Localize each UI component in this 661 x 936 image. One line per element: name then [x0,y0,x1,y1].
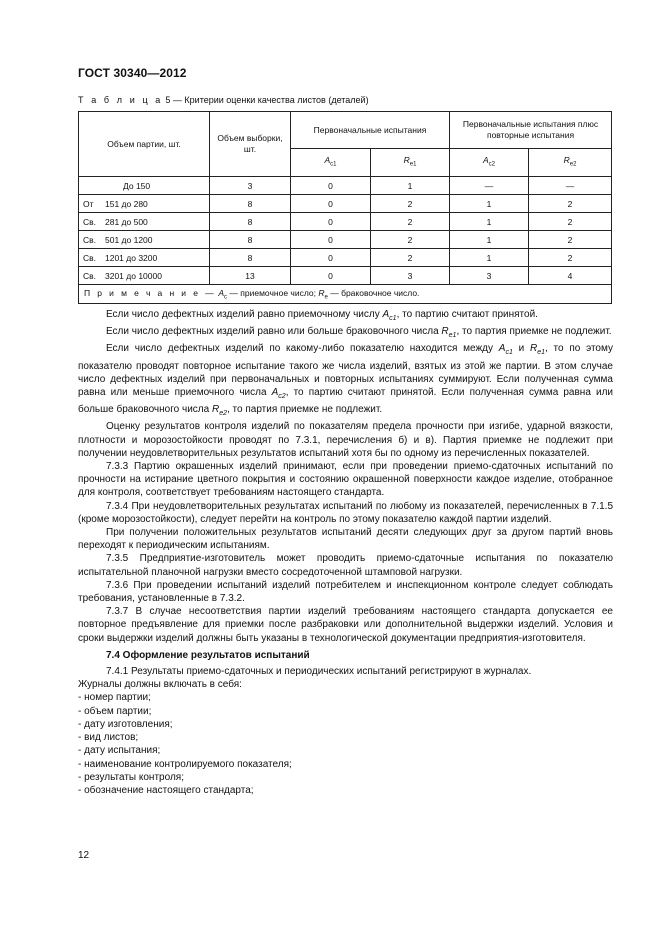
table-caption-label: Т а б л и ц а [78,95,163,105]
cell-sample: 8 [210,213,291,231]
clause-7-4-1: 7.4.1 Результаты приемо-сдаточных и периодических испытаний регистрируют в журналах. [106,666,532,678]
col-header-sample-volume: Объем выборки, шт. [210,112,291,177]
table-row [79,177,612,195]
table-row [79,231,612,249]
paragraph: Если число дефектных изделий равно или больше браковочного числа $R_{e1}$, то партия приемке не подлежит. [106,326,612,340]
paragraph: Журналы должны включать в себя: [78,679,242,691]
cell-ac2: 1 [450,249,529,267]
cell-ac2: 1 [450,213,529,231]
col-header-ac2: $A_{c2}$ [450,149,529,177]
col-header-re1: $R_{e1}$ [371,149,450,177]
section-heading: 7.4 Оформление результатов испытаний [106,649,310,661]
clause-7-3-5: 7.3.5 Предприятие-изготовитель может проводить приемо-сдаточные испытания по показателю испытательной планочной нагрузки вместо сосредоточенной штамповой нагрузки. [78,553,613,578]
cell-sample: 8 [210,231,291,249]
cell-party: Св. 1201 до 3200 [79,249,210,267]
cell-re2: 2 [529,195,612,213]
list-item: - вид листов; [78,732,139,744]
table-row [79,249,612,267]
list-item: - дату изготовления; [78,718,173,730]
table-row [79,267,612,285]
cell-sample: 13 [210,267,291,285]
table-caption [78,95,369,105]
clause-7-3-3: 7.3.3 Партию окрашенных изделий принимают, если при проведении приемо-сдаточных испытаний по прочности на истирание цветного покрытия и состоянию окрашенной поверхности каждое изделие, отобранное для контроля, соответствует требованиям настоящего стандарта. [78,461,613,499]
cell-ac1: 0 [291,213,371,231]
cell-re1: 2 [371,249,450,267]
cell-re1: 1 [371,177,450,195]
page-number: 12 [78,850,90,861]
cell-ac2: 1 [450,231,529,249]
cell-ac1: 0 [291,177,371,195]
list-item: - номер партии; [78,692,151,704]
cell-sample: 3 [210,177,291,195]
paragraph: При получении положительных результатов испытаний десяти следующих друг за другом партий вновь переходят к периодическим испытаниям. [78,527,613,552]
cell-ac1: 0 [291,267,371,285]
cell-ac2: 3 [450,267,529,285]
col-header-initial-plus-repeat: Первоначальные испытания плюс повторные испытания [450,112,612,149]
paragraph: Если число дефектных изделий равно приемочному числу $A_{c1}$, то партию считают принятой. [106,309,538,322]
cell-sample: 8 [210,249,291,267]
table-caption-title: 5 — Критерии оценки качества листов (деталей) [165,95,369,105]
document-body [78,308,613,797]
clause-7-3-7: 7.3.7 В случае несоответствия партии изделий требованиям настоящего стандарта допускается ее повторное предъявление для приемки после разбраковки или дополнительной выдержки изделий. Условия и сроки выдержки изделий должны быть указаны в технологической документации предприятия-изготовителя. [78,606,613,644]
cell-party: От 151 до 280 [79,195,210,213]
col-header-party-volume: Объем партии, шт. [79,112,210,177]
col-header-re2: $R_{e2}$ [529,149,612,177]
cell-ac1: 0 [291,195,371,213]
col-header-ac1: $A_{c1}$ [291,149,371,177]
cell-party: Св. 501 до 1200 [79,231,210,249]
cell-party: Св. 281 до 500 [79,213,210,231]
cell-ac1: 0 [291,249,371,267]
list-item: - дату испытания; [78,745,161,757]
cell-party: До 150 [79,177,210,195]
cell-re1: 2 [371,231,450,249]
criteria-table [78,111,612,304]
list-item: - результаты контроля; [78,771,184,783]
cell-ac2: — [450,177,529,195]
cell-re1: 2 [371,213,450,231]
list-item: - обозначение настоящего стандарта; [78,784,254,796]
list-item: - объем партии; [78,705,152,717]
cell-re2: — [529,177,612,195]
cell-re1: 2 [371,195,450,213]
cell-ac2: 1 [450,195,529,213]
document-code: ГОСТ 30340—2012 [78,66,187,80]
clause-7-3-6: 7.3.6 При проведении испытаний изделий потребителем и инспекционном контроле следует соблюдать требования, установленные в 7.3.2. [78,579,613,605]
col-header-initial-tests: Первоначальные испытания [291,112,450,149]
table-note: П р и м е ч а н и е — $A_c$ — приемочное число; $R_e$ — браковочное число. [79,285,612,304]
cell-re1: 3 [371,267,450,285]
cell-re2: 2 [529,213,612,231]
cell-sample: 8 [210,195,291,213]
table-row [79,213,612,231]
cell-re2: 2 [529,249,612,267]
paragraph: Если число дефектных изделий по какому-либо показателю находится между $A_{c1}$ и $R_{e1}$, то по этому показателю проводят повторное испытание такого же числа изделий, взятых из этой же партии. В этом случае число дефектных изделий при первоначальных и повторных испытаниях суммируют. Если полученная сумма равна или меньше приемочного числа $A_{c2}$, то партию считают принятой. Если полученная сумма равна или больше браковочного числа $R_{e2}$, то партия приемке не подлежит. [78,343,613,418]
paragraph: Оценку результатов контроля изделий по показателям предела прочности при изгибе, ударной вязкости, плотности и морозостойкости проводят по 7.3.1, перечисления б) и в). Партия приемке не подлежит при получении неудовлетворительных результатов испытаний хотя бы по одному из перечисленных показателей. [78,421,613,459]
table-row [79,195,612,213]
list-item: - наименование контролируемого показателя; [78,758,292,770]
clause-7-3-4: 7.3.4 При неудовлетворительных результатах испытаний по любому из показателей, перечисленных в 7.1.5 (кроме морозостойкости), следует перейти на контроль по этому показателю каждой партии изделий. [78,500,613,525]
cell-ac1: 0 [291,231,371,249]
cell-re2: 2 [529,231,612,249]
cell-party: Св. 3201 до 10000 [79,267,210,285]
cell-re2: 4 [529,267,612,285]
